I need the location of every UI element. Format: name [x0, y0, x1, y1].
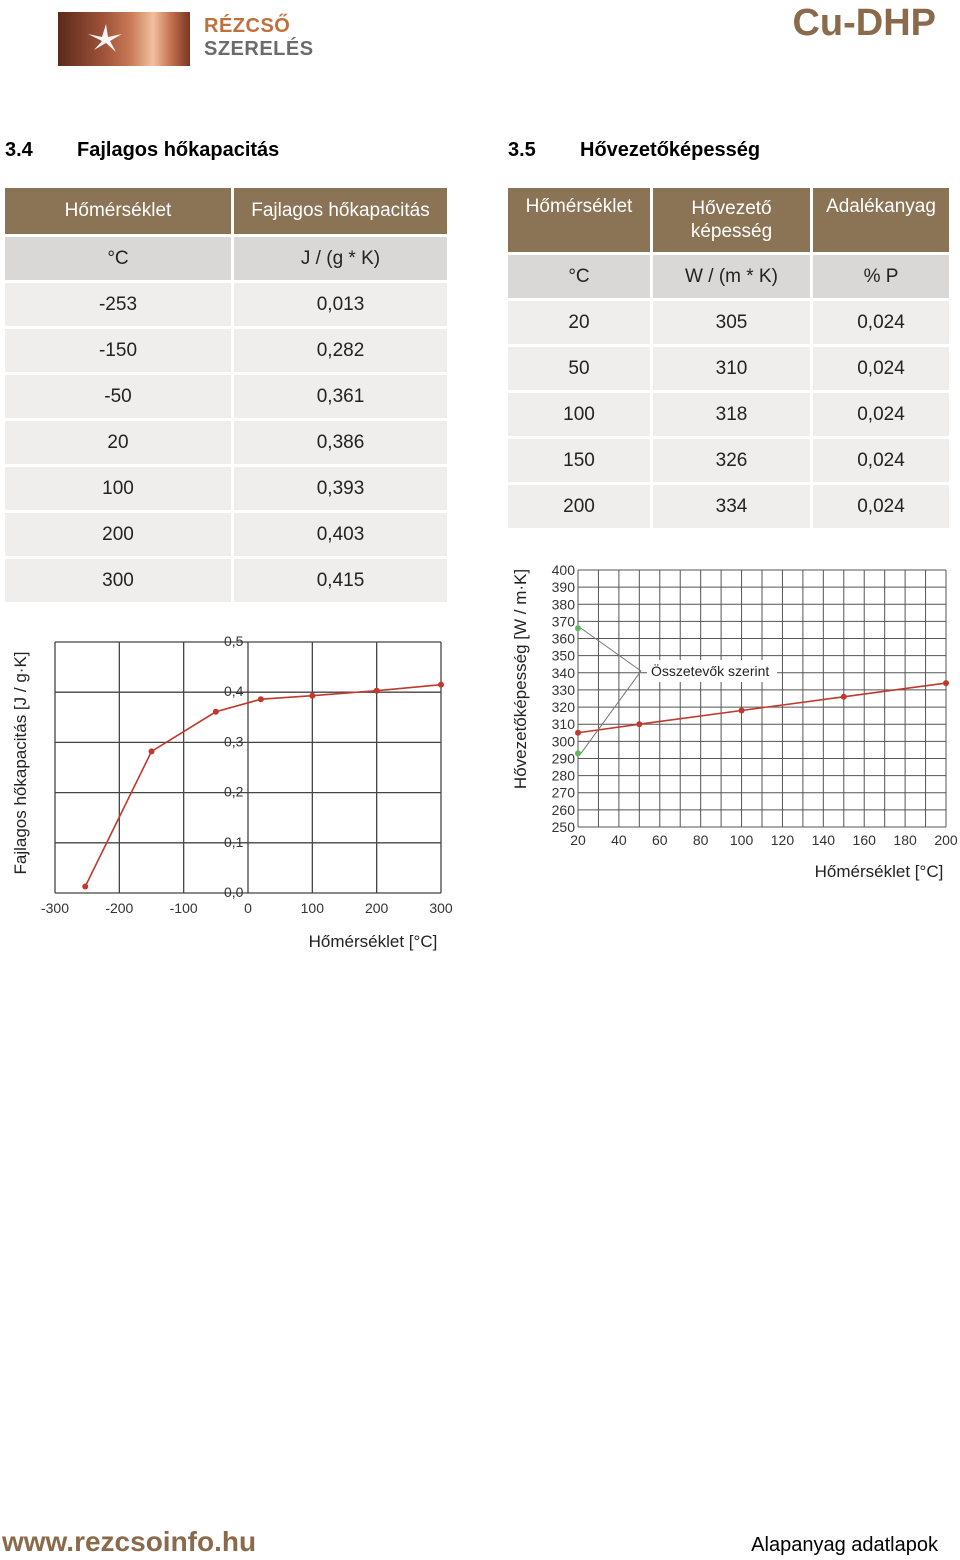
y-tick-label: 0,0	[224, 884, 244, 900]
data-point	[943, 680, 949, 686]
table-cell: -253	[5, 283, 231, 326]
conductivity-chart	[505, 555, 960, 890]
table-cell: 334	[653, 485, 810, 528]
table-header-row	[508, 188, 949, 252]
table-row	[5, 283, 447, 326]
y-tick-label: 250	[551, 819, 575, 835]
table-cell: -50	[5, 375, 231, 418]
table-cell: -150	[5, 329, 231, 372]
table-header-row	[5, 188, 447, 234]
y-tick-label: 320	[551, 699, 575, 716]
table-row	[5, 467, 447, 510]
x-tick-label: 180	[893, 832, 917, 848]
table-cell: 0,013	[234, 283, 447, 326]
x-tick-label: -200	[105, 900, 134, 916]
table-cell: 0,415	[234, 559, 447, 602]
section-heading-heat-capacity	[5, 139, 279, 162]
table-cell: 326	[653, 439, 810, 482]
y-tick-label: 280	[551, 767, 575, 784]
heat-capacity-chart	[0, 615, 470, 960]
y-tick-label: 0,4	[224, 683, 244, 700]
y-tick-label: 260	[551, 801, 575, 818]
table-cell: 20	[508, 301, 650, 344]
y-tick-label: 300	[551, 733, 575, 750]
company-logo	[58, 10, 314, 68]
y-tick-label: 330	[551, 681, 575, 698]
section-title: Hővezetőképesség	[580, 139, 761, 161]
y-axis-label: Hővezetőképesség [W / m·K]	[511, 568, 530, 790]
table-cell: 100	[508, 393, 650, 436]
annotation-label: Összetevők szerint	[651, 663, 770, 679]
x-tick-label: 100	[729, 832, 754, 848]
y-tick-label: 310	[551, 716, 575, 733]
table-row	[5, 375, 447, 418]
document-title: Cu-DHP	[792, 2, 936, 44]
data-point	[575, 730, 581, 736]
x-tick-label: 100	[300, 900, 325, 916]
conductivity-table	[505, 185, 952, 531]
table-cell: 310	[653, 347, 810, 390]
column-header: Hővezető képesség	[653, 188, 810, 252]
section-title: Fajlagos hőkapacitás	[77, 139, 280, 161]
unit-cell: % P	[813, 255, 949, 298]
column-header: Fajlagos hőkapacitás	[234, 188, 447, 234]
y-tick-label: 0,3	[224, 733, 244, 750]
table-cell: 300	[5, 559, 231, 602]
table-row	[508, 485, 949, 528]
data-point	[309, 693, 315, 699]
y-tick-label: 0,1	[224, 833, 244, 850]
x-tick-label: -100	[169, 900, 198, 916]
y-tick-label: 400	[551, 562, 575, 578]
x-axis-label: Hőmérséklet [°C]	[308, 932, 438, 951]
y-tick-label: 380	[551, 596, 575, 613]
table-row	[508, 393, 949, 436]
copper-pipe-logo-icon	[58, 12, 190, 66]
table-cell: 318	[653, 393, 810, 436]
y-tick-label: 0,2	[224, 783, 244, 800]
data-point	[82, 883, 88, 889]
table-cell: 0,386	[234, 421, 447, 464]
section-number: 3.4	[5, 139, 33, 161]
range-point	[575, 750, 581, 756]
table-row	[5, 421, 447, 464]
x-tick-label: 60	[651, 832, 668, 848]
x-tick-label: 160	[852, 832, 876, 848]
x-tick-label: 40	[611, 832, 627, 848]
x-tick-label: -300	[40, 900, 70, 916]
table-row	[508, 439, 949, 482]
data-point	[636, 721, 642, 727]
footer-caption: Alapanyag adatlapok	[751, 1534, 938, 1556]
column-header: Hőmérséklet	[508, 188, 650, 252]
y-tick-label: 390	[551, 579, 575, 596]
y-tick-label: 370	[551, 613, 575, 630]
table-cell: 0,024	[813, 347, 949, 390]
x-tick-label: 120	[770, 832, 795, 848]
table-cell: 0,024	[813, 301, 949, 344]
heat-capacity-table	[2, 185, 450, 605]
series-line	[85, 685, 441, 887]
x-tick-label: 300	[429, 900, 453, 916]
table-cell: 100	[5, 467, 231, 510]
table-row	[5, 513, 447, 556]
x-tick-label: 200	[934, 832, 958, 848]
unit-cell: W / (m * K)	[653, 255, 810, 298]
column-header: Adalékanyag	[813, 188, 949, 252]
y-tick-label: 350	[551, 647, 575, 664]
table-cell: 0,393	[234, 467, 447, 510]
x-axis-label: Hőmérséklet [°C]	[814, 862, 944, 881]
table-cell: 50	[508, 347, 650, 390]
logo-line-2: SZERELÉS	[204, 38, 314, 60]
table-cell: 0,024	[813, 393, 949, 436]
table-cell: 150	[508, 439, 650, 482]
table-units-row	[5, 237, 447, 280]
table-cell: 0,282	[234, 329, 447, 372]
data-point	[258, 696, 264, 702]
table-row	[508, 301, 949, 344]
y-axis-label: Fajlagos hőkapacitás [J / g·K]	[11, 651, 30, 875]
unit-cell: °C	[508, 255, 650, 298]
table-cell: 0,403	[234, 513, 447, 556]
unit-cell: °C	[5, 237, 231, 280]
table-cell: 0,024	[813, 439, 949, 482]
x-tick-label: 0	[244, 900, 252, 916]
data-point	[739, 707, 745, 713]
footer-website-link[interactable]: www.rezcsoinfo.hu	[2, 1526, 257, 1557]
data-point	[841, 694, 847, 700]
table-cell: 0,361	[234, 375, 447, 418]
y-tick-label: 270	[551, 784, 575, 801]
x-tick-label: 20	[570, 832, 586, 848]
y-tick-label: 360	[551, 630, 575, 647]
x-tick-label: 80	[692, 832, 709, 848]
section-heading-conductivity	[508, 139, 760, 162]
table-units-row	[508, 255, 949, 298]
y-tick-label: 290	[551, 750, 575, 767]
data-point	[213, 709, 219, 715]
table-row	[5, 329, 447, 372]
logo-wordmark	[204, 15, 314, 61]
unit-cell: J / (g * K)	[234, 237, 447, 280]
x-tick-label: 140	[811, 832, 836, 848]
table-cell: 20	[5, 421, 231, 464]
table-cell: 200	[5, 513, 231, 556]
range-point	[575, 625, 581, 631]
table-row	[508, 347, 949, 390]
table-cell: 305	[653, 301, 810, 344]
table-cell: 200	[508, 485, 650, 528]
data-point	[374, 688, 380, 694]
section-number: 3.5	[508, 139, 536, 161]
data-point	[438, 682, 444, 688]
annotation-leader-line	[581, 628, 641, 671]
table-row	[5, 559, 447, 602]
logo-line-1: RÉZCSŐ	[204, 15, 291, 37]
table-cell: 0,024	[813, 485, 949, 528]
y-tick-label: 0,5	[224, 633, 244, 649]
data-point	[149, 748, 155, 754]
column-header: Hőmérséklet	[5, 188, 231, 234]
x-tick-label: 200	[364, 900, 389, 916]
y-tick-label: 340	[551, 664, 575, 681]
